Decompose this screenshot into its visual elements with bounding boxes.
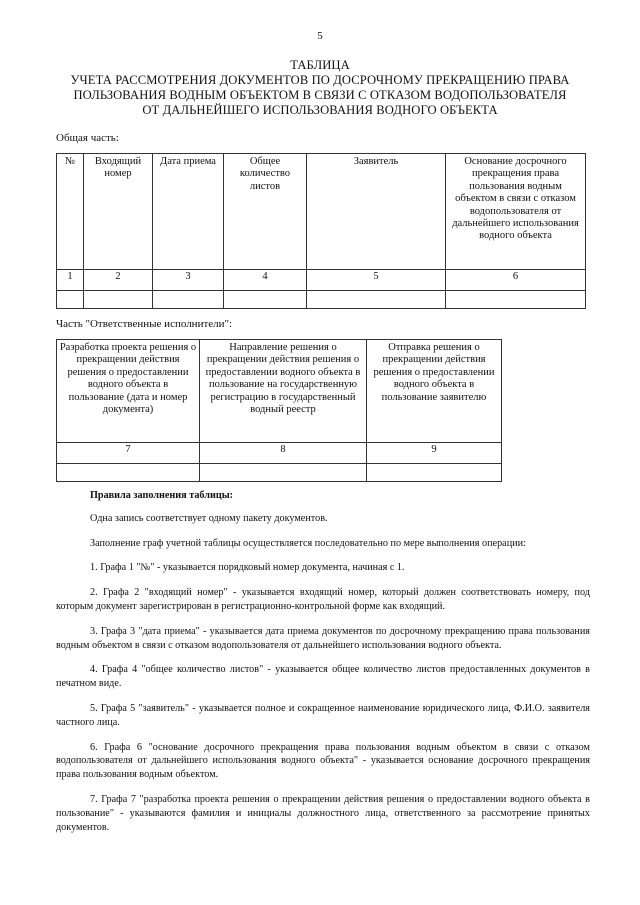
table-empty-row: [57, 464, 502, 482]
rules-item: 5. Графа 5 "заявитель" - указывается полное и сокращенное наименование юридического лица, Ф.И.О. заявителя частного лица.: [56, 702, 590, 728]
rules-heading: Правила заполнения таблицы:: [90, 490, 234, 501]
filling-rules-section: [56, 489, 590, 845]
table-header-row: [57, 154, 586, 270]
empty-cell: [153, 291, 224, 309]
title-line-3: ПОЛЬЗОВАНИЯ ВОДНЫМ ОБЪЕКТОМ В СВЯЗИ С ОТКАЗОМ ВОДОПОЛЬЗОВАТЕЛЯ: [73, 88, 567, 102]
column-number-cell: 7: [57, 443, 200, 464]
table-number-row: [57, 443, 502, 464]
rules-paragraph: Одна запись соответствует одному пакету документов.: [90, 512, 328, 524]
empty-cell: [224, 291, 307, 309]
empty-cell: [367, 464, 502, 482]
rules-item: 3. Графа 3 "дата приема" - указывается дата приема документов по досрочному прекращению права пользования водным объектом в связи с отказом водопользователя от дальнейшего использования водного объекта.: [56, 625, 590, 651]
empty-cell: [57, 291, 84, 309]
page-number: 5: [317, 30, 323, 42]
header-cell-applicant: Заявитель: [307, 154, 446, 270]
table-number-row: [57, 270, 586, 291]
table-empty-row: [57, 291, 586, 309]
rules-item: 1. Графа 1 "№" - указывается порядковый номер документа, начиная с 1.: [90, 562, 405, 574]
document-title: [40, 58, 600, 118]
empty-cell: [200, 464, 367, 482]
column-number-cell: 3: [153, 270, 224, 291]
header-cell-date-received: Дата приема: [153, 154, 224, 270]
empty-cell: [446, 291, 586, 309]
rules-item: 7. Графа 7 "разработка проекта решения о прекращении действия решения о предоставлении водного объекта в пользование" - указываются фамилия и инициалы должностного лица, ответственного за рассмотрение принятых документов.: [56, 793, 590, 833]
column-number-cell: 9: [367, 443, 502, 464]
header-cell-termination-basis: Основание досрочного прекращения права пользования водным объектом в связи с отказом водопользователя от дальнейшего использования водного объекта: [446, 154, 586, 270]
title-line-1: ТАБЛИЦА: [290, 58, 350, 72]
column-number-cell: 5: [307, 270, 446, 291]
header-cell-send-for-registration: Направление решения о прекращении действия решения о предоставлении водного объекта в пользование на государственную регистрацию в государственный водный реестр: [200, 340, 367, 443]
table-header-row: [57, 340, 502, 443]
empty-cell: [57, 464, 200, 482]
header-cell-send-to-applicant: Отправка решения о прекращении действия решения о предоставлении водного объекта в пользование заявителю: [367, 340, 502, 443]
column-number-cell: 2: [84, 270, 153, 291]
rules-item: 2. Графа 2 "входящий номер" - указывается входящий номер, который должен соответствовать номеру, под которым документ зарегистрирован в регистрационно-контрольной форме как входящий.: [56, 587, 590, 612]
header-cell-sheet-count: Общее количество листов: [224, 154, 307, 270]
empty-cell: [307, 291, 446, 309]
header-cell-number: №: [57, 154, 84, 270]
column-number-cell: 4: [224, 270, 307, 291]
column-number-cell: 6: [446, 270, 586, 291]
general-part-table: [56, 153, 586, 309]
general-part-label: Общая часть:: [56, 132, 119, 144]
header-cell-incoming-number: Входящий номер: [84, 154, 153, 270]
header-cell-draft-decision: Разработка проекта решения о прекращении действия решения о предоставлении водного объекта в пользование (дата и номер документа): [57, 340, 200, 443]
title-line-2: УЧЕТА РАССМОТРЕНИЯ ДОКУМЕНТОВ ПО ДОСРОЧНОМУ ПРЕКРАЩЕНИЮ ПРАВА: [70, 73, 570, 87]
rules-paragraph: Заполнение граф учетной таблицы осуществляется последовательно по мере выполнения операции:: [90, 537, 526, 549]
responsible-part-label: Часть "Ответственные исполнители":: [56, 318, 233, 330]
title-line-4: ОТ ДАЛЬНЕЙШЕГО ИСПОЛЬЗОВАНИЯ ВОДНОГО ОБЪЕКТА: [142, 103, 498, 117]
empty-cell: [84, 291, 153, 309]
column-number-cell: 1: [57, 270, 84, 291]
rules-item: 6. Графа 6 "основание досрочного прекращения права пользования водным объектом в связи с отказом водопользователя от дальнейшего использования водного объекта" - указывается основание досрочного прекращения права пользования водным объектом.: [56, 741, 590, 781]
rules-item: 4. Графа 4 "общее количество листов" - указывается общее количество листов предоставленных документов в печатном виде.: [56, 664, 590, 690]
column-number-cell: 8: [200, 443, 367, 464]
responsible-part-table: [56, 339, 502, 482]
